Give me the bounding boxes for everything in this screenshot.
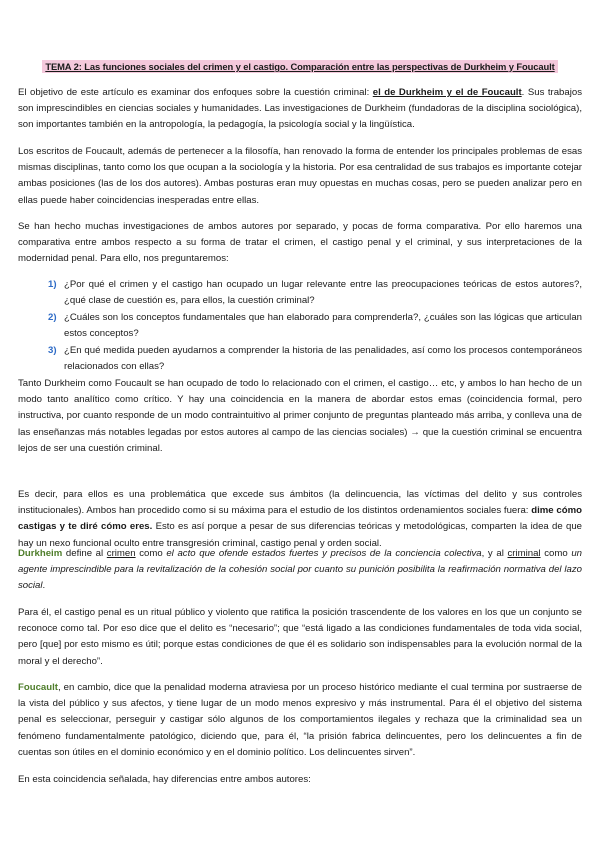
question-number: 2) <box>48 312 57 323</box>
paragraph-intro <box>18 85 582 134</box>
paragraph-problematic <box>18 487 582 552</box>
paragraph-foucault <box>18 680 582 761</box>
question-number: 1) <box>48 279 57 290</box>
problematic-text-a: Es decir, para ellos es una problemática que excede sus ámbitos (la delincuencia, las víctimas del delito y sus controles institucionales). Ambos han procedido como si su máxima para el estudio de los distintos ordenamientos sociales fuera: <box>18 489 582 517</box>
title-wrap <box>18 57 582 75</box>
maxim-highlight: dime cómo castigas y te diré cómo eres. <box>18 505 582 533</box>
intro-text-c: . Sus trabajos son imprescindibles en ciencias sociales y humanidades. Las investigaciones de Durkheim (fundadoras de la disciplina sociológica), son importantes también en la antropología, la pedagogía, la psicología social y la lingüística. <box>18 87 582 131</box>
paragraph-castigo-penal: Para él, el castigo penal es un ritual público y violento que ratifica la posición trascendente de los valores en los que un conjunto se reconoce como tal. Por eso dice que el delito es “necesario”; que “está ligado a las condiciones fundamentales de toda vida social, pero [que] por esto mismo es útil; porque estas condiciones de que él es solidario son indispensables para la evolución normal de la moral y el derecho”. <box>18 607 582 667</box>
list-item <box>18 277 582 309</box>
question-number: 3) <box>48 345 57 356</box>
foucault-name: Foucault <box>18 682 58 693</box>
crimen-term: crimen <box>106 548 136 559</box>
intro-authors-highlight: el de Durkheim y el de Foucault <box>372 87 522 98</box>
foucault-text: , en cambio, dice que la penalidad moderna atraviesa por un proceso histórico mediante el cual termina por sustraerse de la vista del público y sus afectos, y tiene lugar de un modo menos expresivo y más instrumental. Para él el objetivo del sistema penal es seleccionar, perseguir y castigar sólo algunos de los comportamientos ilegales y rechaza que la criminalidad sea un fenómeno fundamentalmente patológico, diciendo que, para él, “la prisión fabrica delincuentes, pero los delincuentes a fin de cuentas son útiles en el dominio económico y en el dominio político. Los delincuentes sirven”. <box>18 682 582 758</box>
document-title: TEMA 2: Las funciones sociales del crimen y el castigo. Comparación entre las perspectivas de Durkheim y Foucault <box>42 60 557 73</box>
question-text: ¿En qué medida pueden ayudarnos a comprender la historia de las penalidades, así como los procesos contemporáneos relacionados con ellas? <box>64 345 582 372</box>
criminal-definition: un agente imprescindible para la revitalización de la cohesión social por cuanto su punición posibilita la reafirmación normativa del lazo social <box>18 548 582 592</box>
paragraph-differences: En esta coincidencia señalada, hay diferencias entre ambos autores: <box>18 774 311 785</box>
durkheim-name: Durkheim <box>18 548 63 559</box>
durkheim-text-g: . <box>42 580 46 592</box>
durkheim-text-b: como <box>135 548 167 559</box>
question-text: ¿Cuáles son los conceptos fundamentales que han elaborado para comprenderla?, ¿cuáles son las lógicas que articulan estos conceptos? <box>64 312 582 339</box>
intro-text-a: El objetivo de este artículo es examinar dos enfoques sobre la cuestión criminal: <box>18 87 373 98</box>
crimen-definition: el acto que ofende estados fuertes y precisos de la conciencia colectiva <box>166 548 482 559</box>
questions-list <box>18 277 582 376</box>
durkheim-text-d: , y al <box>481 548 508 559</box>
list-item <box>18 343 582 375</box>
question-text: ¿Por qué el crimen y el castigo han ocupado un lugar relevante entre las preocupaciones teóricas de estos autores?, ¿qué clase de cuestión es, para ellos, la cuestión criminal? <box>64 279 582 306</box>
paragraph-durkheim <box>18 546 582 595</box>
durkheim-text-a: define al <box>62 548 107 559</box>
list-item <box>18 310 582 342</box>
problematic-text-c: Esto es así porque a pesar de sus diferencias teóricas y metodológicas, comparten la idea de que hay un nexo funcional oculto entre transgresión criminal, castigo penal y orden social. <box>18 521 582 549</box>
paragraph-coincidence: Tanto Durkheim como Foucault se han ocupado de todo lo relacionado con el crimen, el castigo… etc, y ambos lo han hecho de un modo tanto analítico como crítico. Y hay una coincidencia en la manera de abordar estos emas (coincidencia formal, pero instructiva, por cuanto responde de un modo contraintuitivo al primer conjunto de preguntas planteado más arriba, y conlleva una de las enseñanzas más notables legadas por estos autores al campo de las ciencias sociales) → que la cuestión criminal se encuentra lejos de ser una cuestión criminal. <box>18 378 582 454</box>
criminal-term: criminal <box>507 548 541 559</box>
paragraph-comparison: Se han hecho muchas investigaciones de ambos autores por separado, y pocas de forma comparativa. Por ello haremos una comparativa entre ambos respecto a su forma de tratar el crimen, el castigo penal y el criminal, y sus interpretaciones de la modernidad penal. Para ello, nos preguntaremos: <box>18 221 582 265</box>
paragraph-foucault-writings: Los escritos de Foucault, además de pertenecer a la filosofía, han renovado la forma de entender los principales problemas de esas mismas disciplinas, tanto como los que ocupan a la sociología y la historia. Por esa centralidad de sus trabajos es importante cotejar ambas posiciones (las de los dos autores). Ambas posturas eran muy opuestas en muchas cosas, pero se pueden analizar pero en ellas puede haber coincidencias inesperadas entre ellas. <box>18 146 582 206</box>
durkheim-text-e: como <box>540 548 572 559</box>
